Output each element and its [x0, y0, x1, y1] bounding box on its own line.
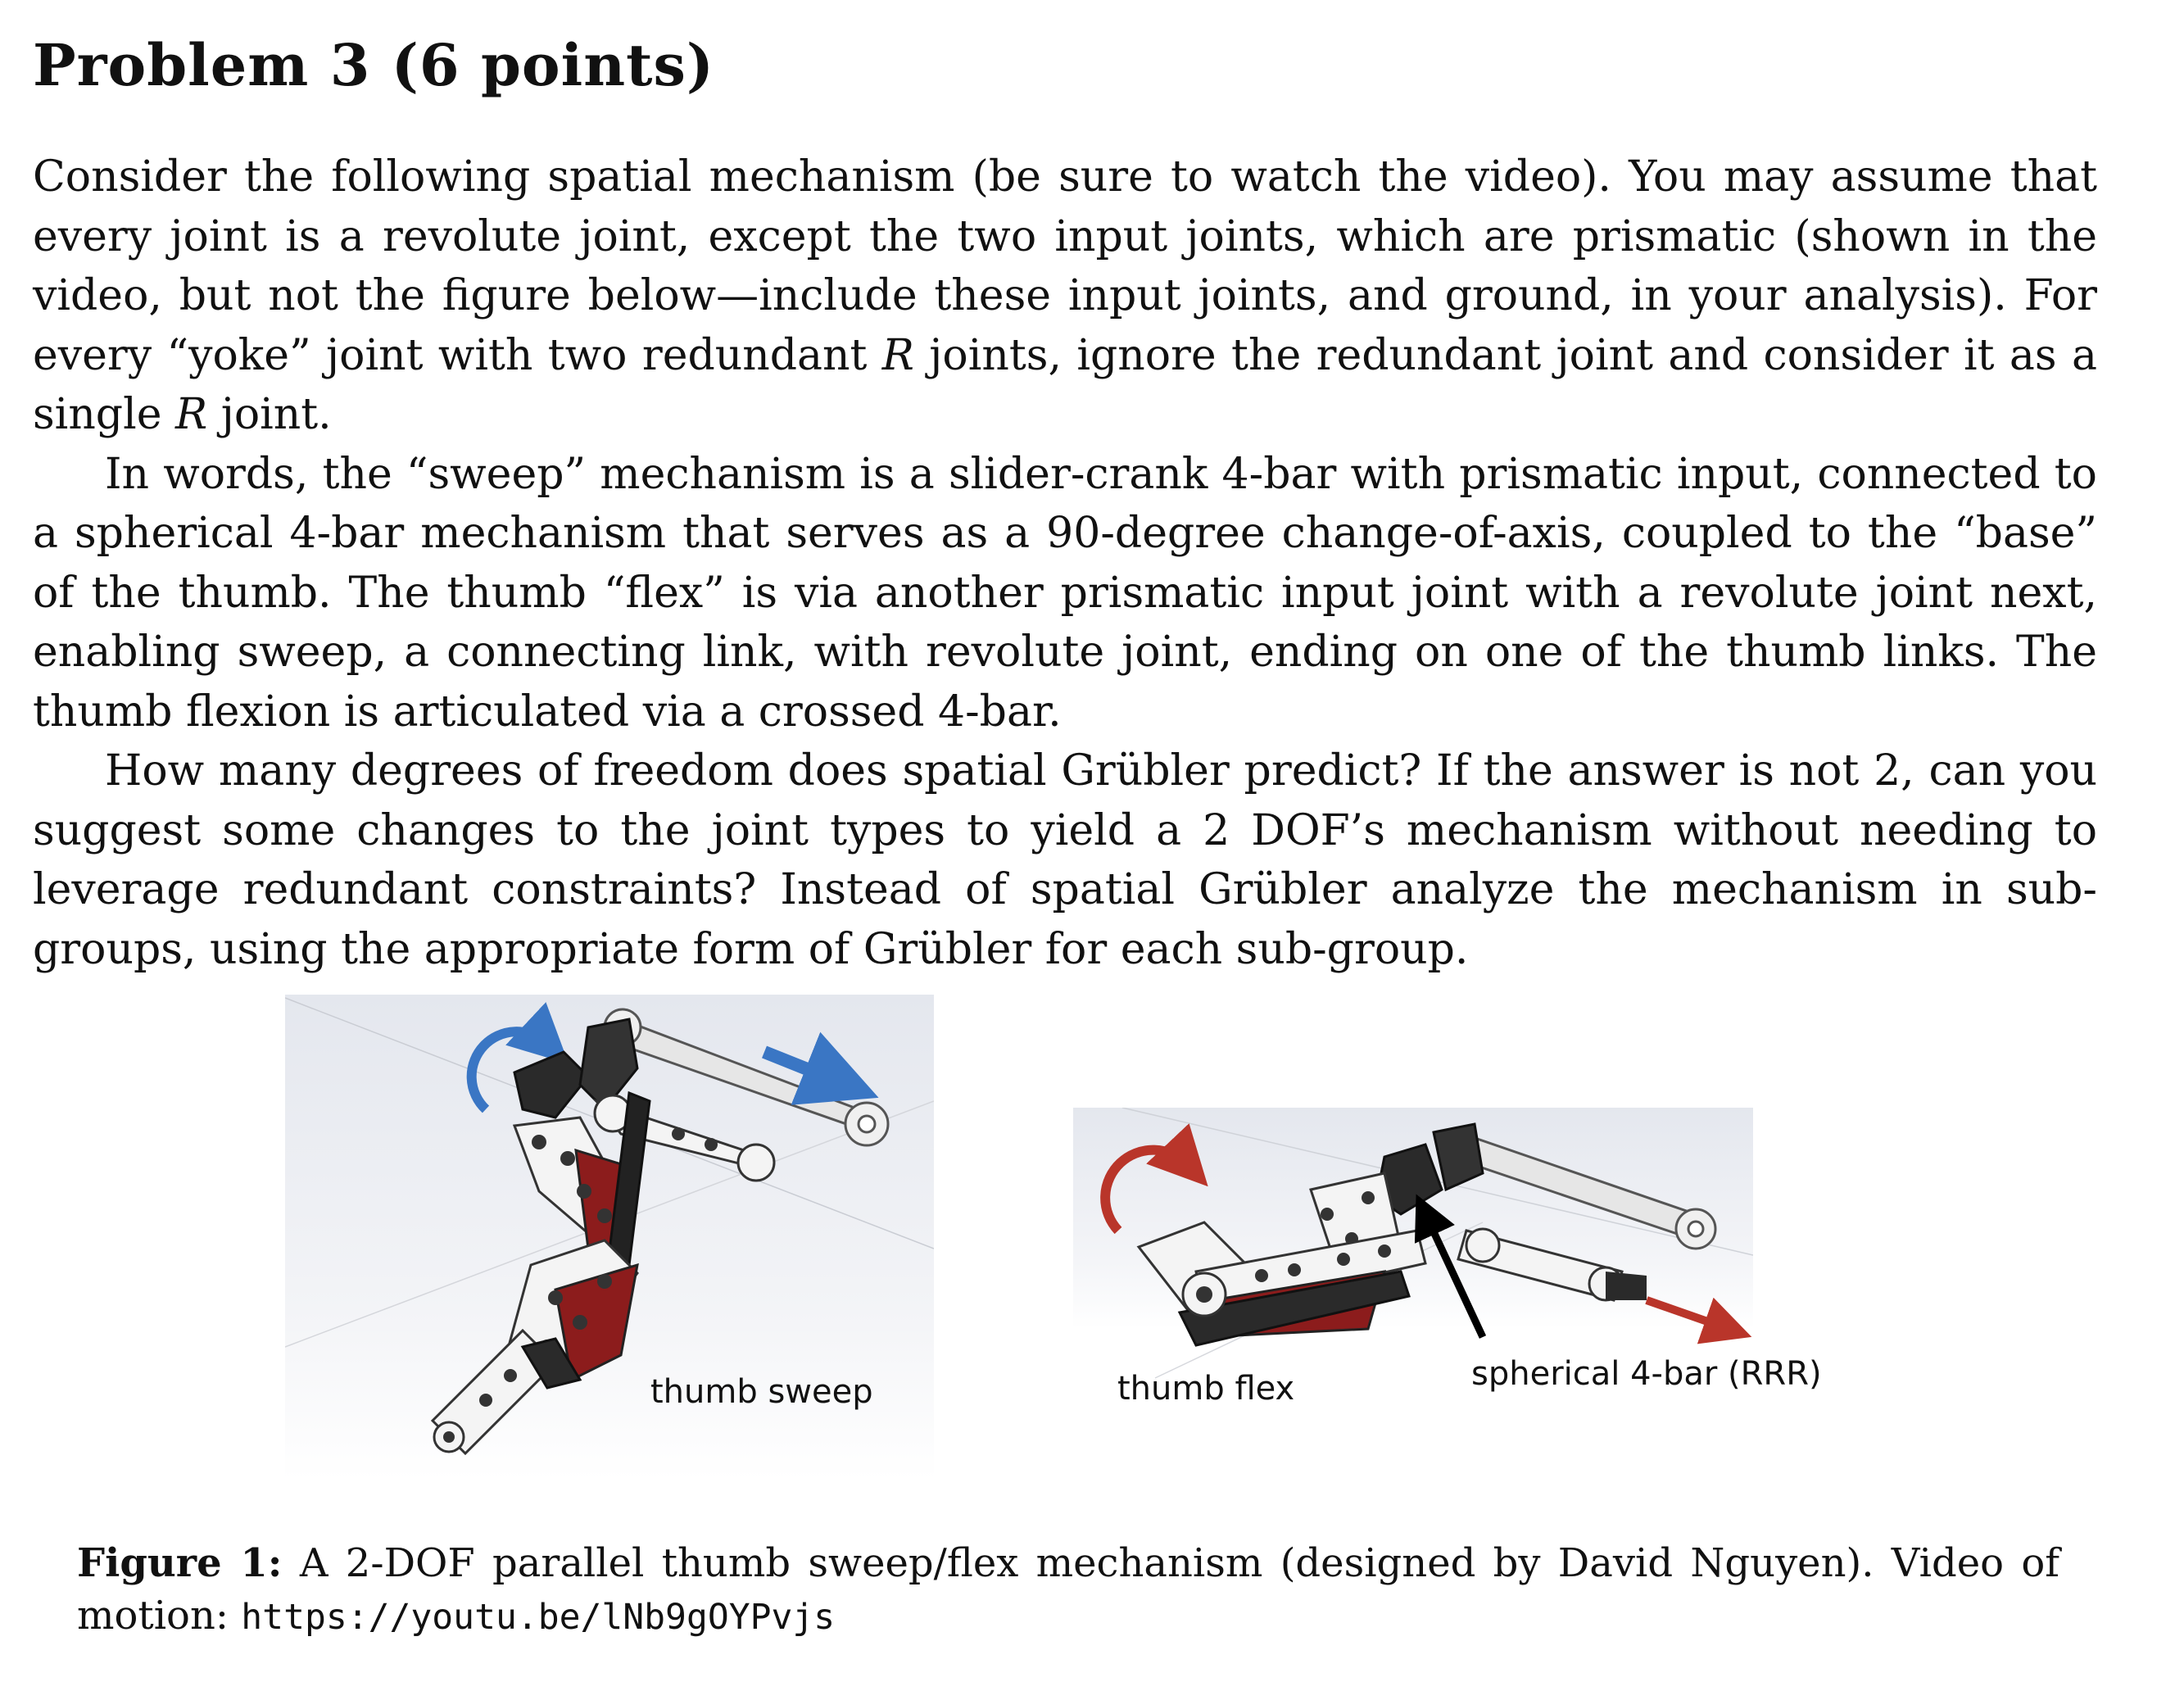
- paragraph-2: In words, the “sweep” mechanism is a slider-crank 4-bar with prismatic input, connected to a spherical 4-bar mechanism that serves as a 90-degree change-of-axis, coupled to the “base” of the thumb. The thumb “flex” is via another prismatic input joint with a revolute joint next, enabling sweep, a connecting link, with revolute joint, ending on one of the thumb links. The thumb flexion is articulated via a crossed 4-bar.: [33, 449, 2097, 737]
- spherical-4bar-label: spherical 4-bar (RRR): [1471, 1355, 1822, 1393]
- problem-title: Problem 3 (6 points): [33, 31, 714, 99]
- paragraph-3: How many degrees of freedom does spatial Grübler predict? If the answer is not 2, can you suggest some changes to the joint types to yield a 2 DOF’s mechanism without needing to leverage redundant constraints? Instead of spatial Grübler analyze the mechanism in sub-groups, using the appropriate form of Grübler for each sub-group.: [33, 746, 2097, 974]
- caption-text: A 2-DOF parallel thumb sweep/flex mechanism (designed by David Nguyen). Video of motion:: [77, 1540, 2059, 1639]
- thumb-flex-label: thumb flex: [1117, 1370, 1295, 1408]
- video-link[interactable]: https://youtu.be/lNb9gOYPvjs: [241, 1597, 836, 1638]
- thumb-sweep-figure: [285, 995, 934, 1480]
- problem-statement: [33, 147, 2097, 979]
- thumb-flex-figure: [1073, 1108, 1822, 1460]
- figure-caption: [77, 1537, 2059, 1643]
- thumb-sweep-label: thumb sweep: [650, 1373, 873, 1411]
- paragraph-1: Consider the following spatial mechanism (be sure to watch the video). You may assume that every joint is a revolute joint, except the two input joints, which are prismatic (shown in the video, but not the figure below—include these input joints, and ground, in your analysis). For every “yoke” joint with two redundant R joints, ignore the redundant joint and consider it as a single R joint.: [33, 152, 2097, 439]
- caption-lead: Figure 1:: [77, 1540, 283, 1586]
